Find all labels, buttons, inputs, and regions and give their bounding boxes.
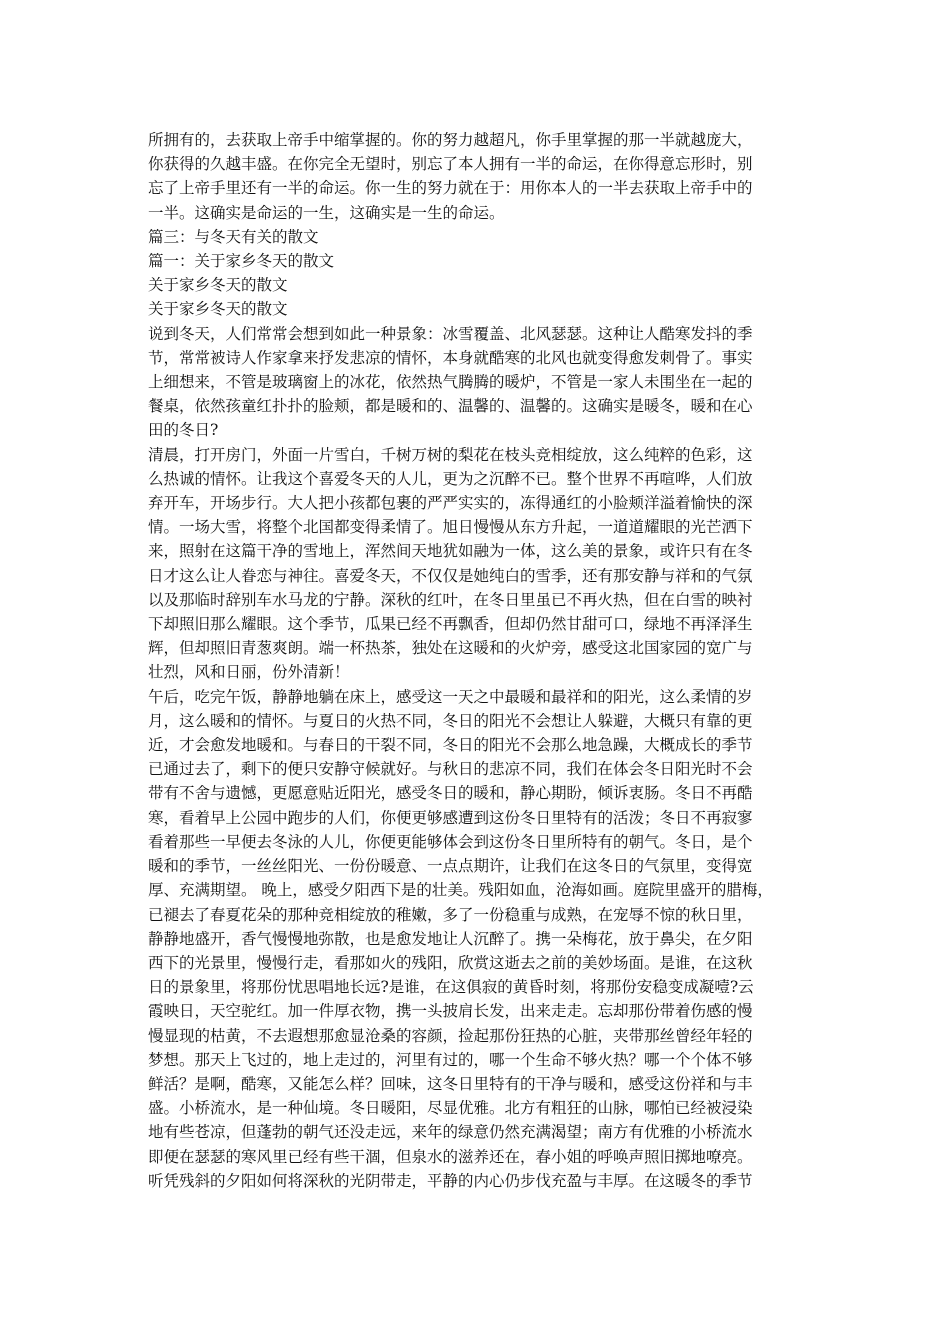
paragraph-line: 静静地盛开，香气慢慢地弥散，也是愈发地让人沉醉了。携一朵梅花，放于鼻尖，在夕阳 <box>148 929 753 948</box>
paragraph-morning <box>148 443 828 685</box>
paragraph-line: 近，才会愈发地暖和。与春日的干裂不同，冬日的阳光不会那么地急躁，大概成长的季节 <box>148 736 753 755</box>
paragraph-line: 西下的光景里，慢慢行走，看那如火的残阳，欣赏这逝去之前的美妙场面。是谁，在这秋 <box>148 953 753 972</box>
paragraph-line: 慢显现的枯黄，不去遐想那愈显沧桑的容颜，捡起那份狂热的心脏，夹带那丝曾经年轻的 <box>148 1026 753 1045</box>
paragraph-line: 壮烈，风和日丽，份外清新！ <box>148 663 350 682</box>
paragraph-line: 鲜活？是啊，酷寒，又能怎么样？回味，这冬日里特有的干净与暖和，感受这份祥和与丰 <box>148 1074 753 1093</box>
paragraph-line: 听凭残斜的夕阳如何将深秋的光阴带走，平静的内心仍步伐充盈与丰厚。在这暖冬的季节 <box>148 1171 753 1190</box>
paragraph-line: 看着那些一早便去冬泳的人儿，你便更能够体会到这份冬日里所特有的朝气。冬日，是个 <box>148 832 753 851</box>
paragraph-line: 地有些苍凉，但蓬勃的朝气还没走远，来年的绿意仍然充满渴望；南方有优雅的小桥流水 <box>148 1123 753 1142</box>
paragraph-line: 已褪去了春夏花朵的那种竞相绽放的稚嫩，多了一份稳重与成熟，在宠辱不惊的秋日里， <box>148 905 753 924</box>
paragraph-line: 暖和的季节，一丝丝阳光、一份份暖意、一点点期许，让我们在这冬日的气氛里，变得宽 <box>148 857 753 876</box>
paragraph-line: 盛。小桥流水，是一种仙境。冬日暖阳，尽显优雅。北方有粗狂的山脉，哪怕已经被浸染 <box>148 1099 753 1118</box>
intro-paragraph <box>148 128 828 225</box>
paragraph-line: 弃开车，开场步行。大人把小孩都包裹的严严实实的，冻得通红的小脸颊洋溢着愉快的深 <box>148 494 753 513</box>
paragraph-afternoon <box>148 685 828 1193</box>
paragraph-line: 月，这么暖和的情怀。与夏日的火热不同，冬日的阳光不会想让人躲避，大概只有靠的更 <box>148 711 753 730</box>
paragraph-line: 厚、充满期望。 晚上，感受夕阳西下是的壮美。残阳如血，沧海如画。庭院里盛开的腊梅， <box>148 881 773 900</box>
paragraph-line: 田的冬日? <box>148 421 219 440</box>
intro-line: 你获得的久越丰盛。在你完全无望时，别忘了本人拥有一半的命运，在你得意忘形时，别 <box>148 155 753 174</box>
paragraph-line: 即便在瑟瑟的寒风里已经有些干涸，但泉水的滋养还在，春小姐的呼唤声照旧掷地嘹亮。 <box>148 1147 753 1166</box>
paragraph-line: 说到冬天，人们常常会想到如此一种景象：冰雪覆盖、北风瑟瑟。这种让人酷寒发抖的季 <box>148 324 753 343</box>
paragraph-line: 已通过去了，剩下的便只安静守候就好。与秋日的悲凉不同，我们在体会冬日阳光时不会 <box>148 760 753 779</box>
sub-heading-2: 关于家乡冬天的散文 <box>148 276 288 295</box>
intro-line: 所拥有的，去获取上帝手中缩掌握的。你的努力越超凡，你手里掌握的那一半就越庞大， <box>148 131 753 149</box>
paragraph-winter-intro <box>148 322 828 443</box>
paragraph-line: 日才这么让人眷恋与神往。喜爱冬天，不仅仅是她纯白的雪季，还有那安静与祥和的气氛 <box>148 566 753 585</box>
paragraph-line: 日的景象里，将那份忧思唱地长远?是谁，在这俱寂的黄昏时刻，将那份安稳变成凝噎?云 <box>148 978 754 997</box>
intro-line: 忘了上帝手里还有一半的命运。你一生的努力就在于：用你本人的一半去获取上帝手中的 <box>148 179 753 198</box>
paragraph-line: 餐桌，依然孩童红扑扑的脸颊，都是暖和的、温馨的、温馨的。这确实是暖冬，暖和在心 <box>148 397 753 416</box>
paragraph-line: 情。一场大雪，将整个北国都变得柔情了。旭日慢慢从东方升起，一道道耀眼的光芒洒下 <box>148 518 753 537</box>
paragraph-line: 来，照射在这篇干净的雪地上，浑然间天地犹如融为一体，这么美的景象，或许只有在冬 <box>148 542 753 561</box>
paragraph-line: 辉，但却照旧青葱爽朗。端一杯热茶，独处在这暖和的火炉旁，感受这北国家园的宽广与 <box>148 639 753 658</box>
paragraph-line: 霞映日，天空驼红。加一件厚衣物，携一头披肩长发，出来走走。忘却那份带着伤感的慢 <box>148 1002 753 1021</box>
paragraph-line: 寒，看着早上公园中跑步的人们，你便更够感遭到这份冬日里特有的活泼；冬日不再寂寥 <box>148 808 753 827</box>
paragraph-line: 下却照旧那么耀眼。这个季节，瓜果已经不再飘香，但却仍然甘甜可口，绿地不再泽泽生 <box>148 615 753 634</box>
paragraph-line: 梦想。那天上飞过的，地上走过的，河里有过的，哪一个生命不够火热？哪一个个体不够 <box>148 1050 753 1069</box>
paragraph-line: 么热诚的情怀。让我这个喜爱冬天的人儿，更为之沉醉不已。整个世界不再喧哗，人们放 <box>148 469 753 488</box>
document-body <box>148 128 828 1193</box>
paragraph-line: 节，常常被诗人作家拿来抒发悲凉的情怀，本身就酷寒的北风也就变得愈发刺骨了。事实 <box>148 348 753 367</box>
paragraph-line: 带有不舍与遗憾，更愿意贴近阳光，感受冬日的暖和，静心期盼，倾诉衷肠。冬日不再酷 <box>148 784 753 803</box>
section-heading: 篇三：与冬天有关的散文 <box>148 227 319 246</box>
paragraph-line: 午后，吃完午饭，静静地躺在床上，感受这一天之中最暖和最祥和的阳光，这么柔情的岁 <box>148 687 753 706</box>
paragraph-line: 上细想来，不管是玻璃窗上的冰花，依然热气腾腾的暖炉，不管是一家人未围坐在一起的 <box>148 373 753 392</box>
paragraph-line: 清晨，打开房门，外面一片雪白，千树万树的梨花在枝头竞相绽放，这么纯粹的色彩，这 <box>148 445 753 464</box>
sub-heading-1: 篇一：关于家乡冬天的散文 <box>148 252 335 271</box>
paragraph-line: 以及那临时辞别车水马龙的宁静。深秋的红叶，在冬日里虽已不再火热，但在白雪的映衬 <box>148 590 753 609</box>
sub-heading-3: 关于家乡冬天的散文 <box>148 300 288 319</box>
intro-line: 一半。这确实是命运的一生，这确实是一生的命运。 <box>148 203 505 222</box>
